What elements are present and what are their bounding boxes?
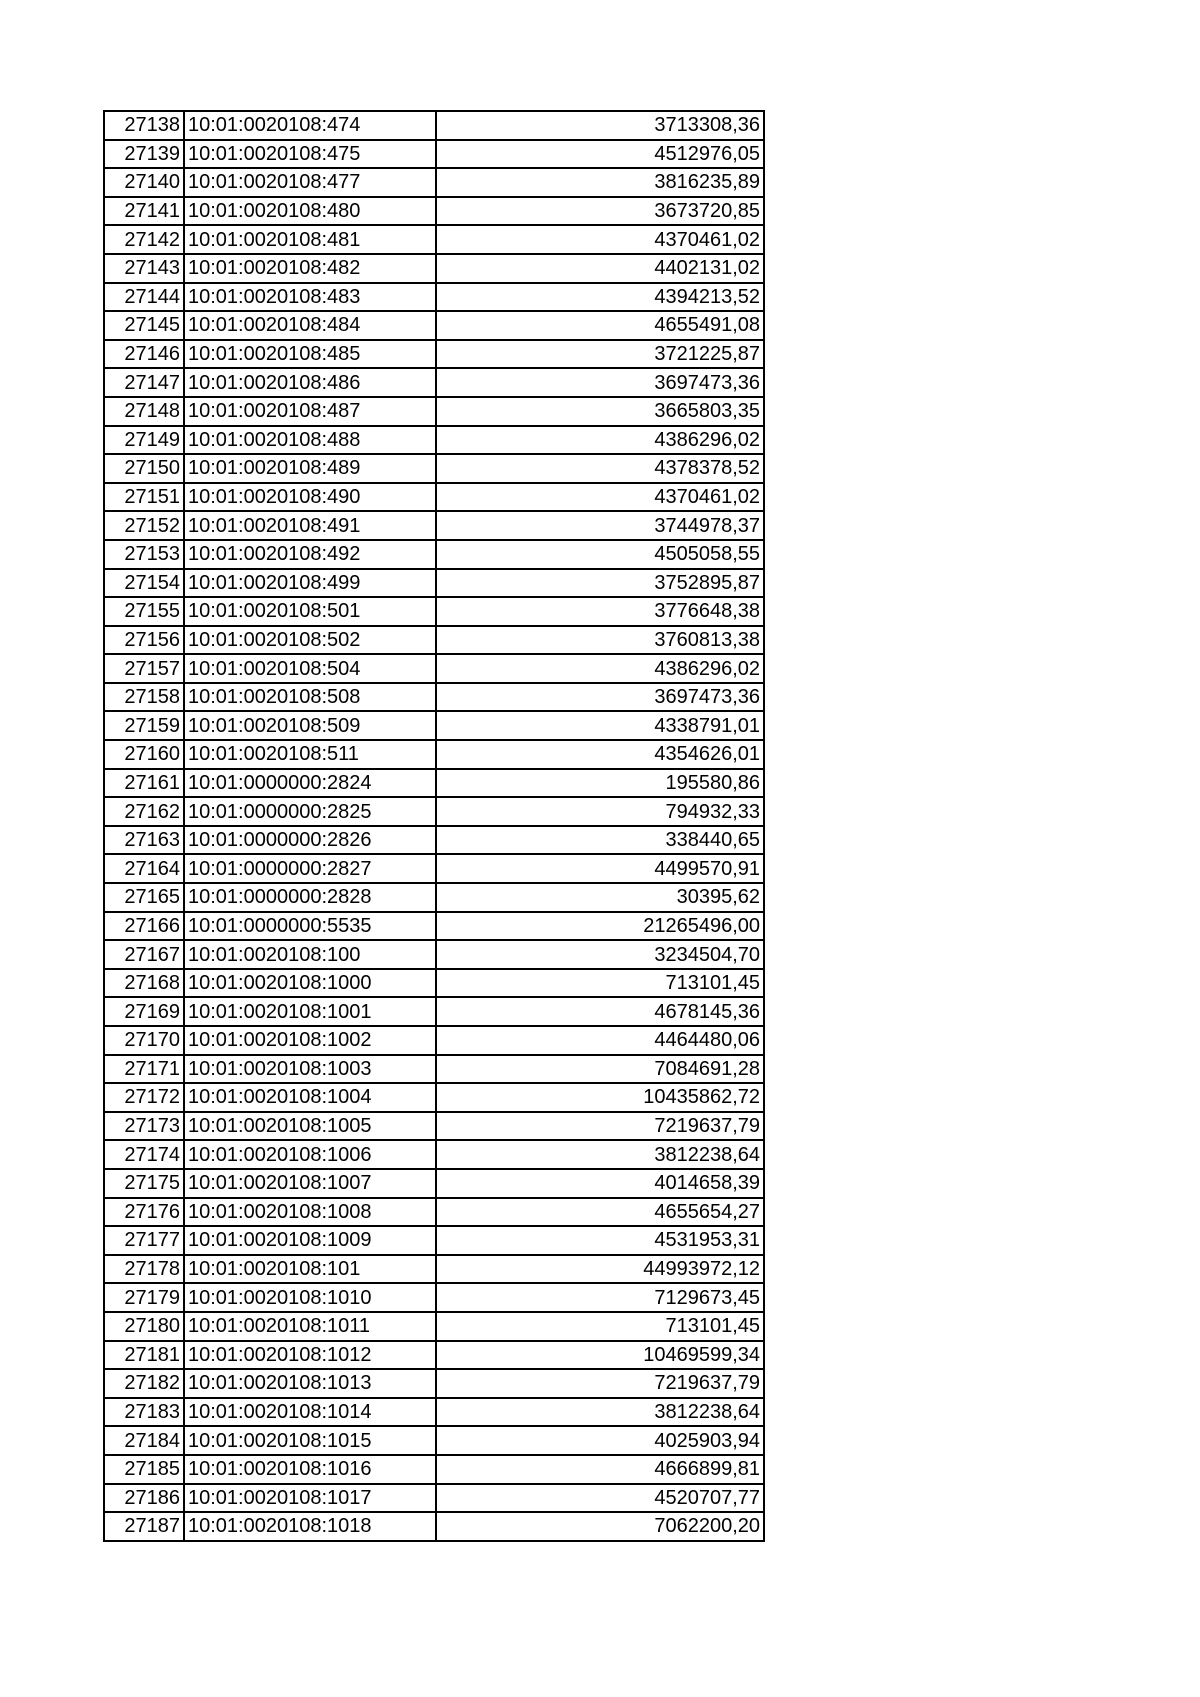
row-number-cell: 27180	[104, 1312, 184, 1341]
value-cell: 4370461,02	[436, 225, 764, 254]
table-row	[104, 1455, 764, 1484]
row-number-cell: 27139	[104, 140, 184, 169]
value-cell: 4386296,02	[436, 426, 764, 455]
row-number-cell: 27143	[104, 254, 184, 283]
table-row	[104, 1341, 764, 1370]
cadastral-number-cell: 10:01:0020108:482	[184, 254, 436, 283]
row-number-cell: 27146	[104, 340, 184, 369]
cadastral-number-cell: 10:01:0020108:483	[184, 283, 436, 312]
data-table	[103, 110, 765, 1542]
table-row	[104, 854, 764, 883]
table-row	[104, 283, 764, 312]
cadastral-number-cell: 10:01:0020108:509	[184, 711, 436, 740]
row-number-cell: 27153	[104, 540, 184, 569]
row-number-cell: 27178	[104, 1255, 184, 1284]
row-number-cell: 27182	[104, 1369, 184, 1398]
cadastral-number-cell: 10:01:0020108:475	[184, 140, 436, 169]
value-cell: 4531953,31	[436, 1226, 764, 1255]
cadastral-number-cell: 10:01:0020108:1011	[184, 1312, 436, 1341]
cadastral-number-cell: 10:01:0020108:488	[184, 426, 436, 455]
cadastral-number-cell: 10:01:0020108:1018	[184, 1512, 436, 1541]
table-row	[104, 1055, 764, 1084]
cadastral-number-cell: 10:01:0020108:485	[184, 340, 436, 369]
value-cell: 195580,86	[436, 769, 764, 798]
row-number-cell: 27162	[104, 797, 184, 826]
row-number-cell: 27185	[104, 1455, 184, 1484]
row-number-cell: 27170	[104, 1026, 184, 1055]
cadastral-number-cell: 10:01:0020108:1003	[184, 1055, 436, 1084]
value-cell: 4505058,55	[436, 540, 764, 569]
value-cell: 713101,45	[436, 969, 764, 998]
cadastral-number-cell: 10:01:0020108:486	[184, 368, 436, 397]
row-number-cell: 27165	[104, 883, 184, 912]
row-number-cell: 27150	[104, 454, 184, 483]
value-cell: 4025903,94	[436, 1426, 764, 1455]
cadastral-number-cell: 10:01:0020108:487	[184, 397, 436, 426]
cadastral-number-cell: 10:01:0020108:1013	[184, 1369, 436, 1398]
value-cell: 7219637,79	[436, 1112, 764, 1141]
value-cell: 3812238,64	[436, 1398, 764, 1427]
row-number-cell: 27179	[104, 1283, 184, 1312]
value-cell: 3697473,36	[436, 368, 764, 397]
table-row	[104, 254, 764, 283]
row-number-cell: 27164	[104, 854, 184, 883]
row-number-cell: 27138	[104, 111, 184, 140]
row-number-cell: 27149	[104, 426, 184, 455]
table-row	[104, 597, 764, 626]
value-cell: 10469599,34	[436, 1341, 764, 1370]
table-row	[104, 197, 764, 226]
cadastral-number-cell: 10:01:0020108:1014	[184, 1398, 436, 1427]
row-number-cell: 27169	[104, 997, 184, 1026]
row-number-cell: 27140	[104, 168, 184, 197]
row-number-cell: 27172	[104, 1083, 184, 1112]
table-row	[104, 311, 764, 340]
row-number-cell: 27157	[104, 654, 184, 683]
cadastral-number-cell: 10:01:0020108:501	[184, 597, 436, 626]
row-number-cell: 27167	[104, 940, 184, 969]
row-number-cell: 27174	[104, 1140, 184, 1169]
cadastral-number-cell: 10:01:0020108:1016	[184, 1455, 436, 1484]
table-row	[104, 1255, 764, 1284]
value-cell: 3665803,35	[436, 397, 764, 426]
table-row	[104, 1026, 764, 1055]
row-number-cell: 27158	[104, 683, 184, 712]
row-number-cell: 27154	[104, 569, 184, 598]
cadastral-number-cell: 10:01:0020108:1008	[184, 1198, 436, 1227]
row-number-cell: 27151	[104, 483, 184, 512]
table-row	[104, 912, 764, 941]
table-row	[104, 1369, 764, 1398]
row-number-cell: 27186	[104, 1484, 184, 1513]
value-cell: 3713308,36	[436, 111, 764, 140]
value-cell: 338440,65	[436, 826, 764, 855]
value-cell: 3752895,87	[436, 569, 764, 598]
cadastral-number-cell: 10:01:0000000:2828	[184, 883, 436, 912]
row-number-cell: 27184	[104, 1426, 184, 1455]
value-cell: 3721225,87	[436, 340, 764, 369]
row-number-cell: 27142	[104, 225, 184, 254]
value-cell: 21265496,00	[436, 912, 764, 941]
row-number-cell: 27145	[104, 311, 184, 340]
table-row	[104, 454, 764, 483]
cadastral-number-cell: 10:01:0020108:480	[184, 197, 436, 226]
cadastral-number-cell: 10:01:0020108:477	[184, 168, 436, 197]
value-cell: 4338791,01	[436, 711, 764, 740]
table-row	[104, 1426, 764, 1455]
table-row	[104, 654, 764, 683]
table-row	[104, 1198, 764, 1227]
table-row	[104, 1140, 764, 1169]
table-row	[104, 969, 764, 998]
value-cell: 4386296,02	[436, 654, 764, 683]
cadastral-number-cell: 10:01:0020108:1009	[184, 1226, 436, 1255]
value-cell: 10435862,72	[436, 1083, 764, 1112]
cadastral-number-cell: 10:01:0020108:1007	[184, 1169, 436, 1198]
table-row	[104, 940, 764, 969]
value-cell: 7084691,28	[436, 1055, 764, 1084]
table-row	[104, 1484, 764, 1513]
cadastral-number-cell: 10:01:0020108:502	[184, 626, 436, 655]
value-cell: 4464480,06	[436, 1026, 764, 1055]
cadastral-number-cell: 10:01:0020108:1017	[184, 1484, 436, 1513]
value-cell: 3234504,70	[436, 940, 764, 969]
table-row	[104, 1226, 764, 1255]
table-row	[104, 1283, 764, 1312]
row-number-cell: 27187	[104, 1512, 184, 1541]
value-cell: 794932,33	[436, 797, 764, 826]
row-number-cell: 27176	[104, 1198, 184, 1227]
value-cell: 30395,62	[436, 883, 764, 912]
table-row	[104, 511, 764, 540]
row-number-cell: 27161	[104, 769, 184, 798]
table-row	[104, 1312, 764, 1341]
table-row	[104, 569, 764, 598]
table-row	[104, 769, 764, 798]
cadastral-number-cell: 10:01:0020108:1002	[184, 1026, 436, 1055]
value-cell: 7129673,45	[436, 1283, 764, 1312]
row-number-cell: 27156	[104, 626, 184, 655]
cadastral-number-cell: 10:01:0020108:511	[184, 740, 436, 769]
table-row	[104, 683, 764, 712]
cadastral-number-cell: 10:01:0000000:2826	[184, 826, 436, 855]
value-cell: 7062200,20	[436, 1512, 764, 1541]
value-cell: 4402131,02	[436, 254, 764, 283]
cadastral-number-cell: 10:01:0020108:492	[184, 540, 436, 569]
cadastral-number-cell: 10:01:0000000:2824	[184, 769, 436, 798]
row-number-cell: 27148	[104, 397, 184, 426]
cadastral-number-cell: 10:01:0020108:1012	[184, 1341, 436, 1370]
value-cell: 4512976,05	[436, 140, 764, 169]
table-row	[104, 711, 764, 740]
value-cell: 3776648,38	[436, 597, 764, 626]
value-cell: 3816235,89	[436, 168, 764, 197]
cadastral-number-cell: 10:01:0020108:1006	[184, 1140, 436, 1169]
cadastral-number-cell: 10:01:0020108:1010	[184, 1283, 436, 1312]
cadastral-number-cell: 10:01:0020108:1005	[184, 1112, 436, 1141]
row-number-cell: 27175	[104, 1169, 184, 1198]
row-number-cell: 27166	[104, 912, 184, 941]
row-number-cell: 27141	[104, 197, 184, 226]
value-cell: 3812238,64	[436, 1140, 764, 1169]
table-row	[104, 626, 764, 655]
value-cell: 4655654,27	[436, 1198, 764, 1227]
cadastral-number-cell: 10:01:0020108:1000	[184, 969, 436, 998]
table-row	[104, 426, 764, 455]
cadastral-number-cell: 10:01:0020108:489	[184, 454, 436, 483]
value-cell: 3744978,37	[436, 511, 764, 540]
table-row	[104, 140, 764, 169]
row-number-cell: 27183	[104, 1398, 184, 1427]
cadastral-number-cell: 10:01:0000000:2825	[184, 797, 436, 826]
table-row	[104, 883, 764, 912]
row-number-cell: 27152	[104, 511, 184, 540]
cadastral-number-cell: 10:01:0020108:474	[184, 111, 436, 140]
row-number-cell: 27155	[104, 597, 184, 626]
cadastral-number-cell: 10:01:0000000:5535	[184, 912, 436, 941]
row-number-cell: 27173	[104, 1112, 184, 1141]
cadastral-number-cell: 10:01:0020108:504	[184, 654, 436, 683]
value-cell: 4655491,08	[436, 311, 764, 340]
cadastral-number-cell: 10:01:0020108:484	[184, 311, 436, 340]
row-number-cell: 27160	[104, 740, 184, 769]
value-cell: 4354626,01	[436, 740, 764, 769]
value-cell: 4378378,52	[436, 454, 764, 483]
table-row	[104, 1512, 764, 1541]
value-cell: 4370461,02	[436, 483, 764, 512]
table-row	[104, 225, 764, 254]
row-number-cell: 27159	[104, 711, 184, 740]
cadastral-number-cell: 10:01:0000000:2827	[184, 854, 436, 883]
value-cell: 3697473,36	[436, 683, 764, 712]
table-body	[104, 111, 764, 1541]
cadastral-number-cell: 10:01:0020108:1004	[184, 1083, 436, 1112]
table-row	[104, 1169, 764, 1198]
table-row	[104, 540, 764, 569]
cadastral-number-cell: 10:01:0020108:508	[184, 683, 436, 712]
table-row	[104, 340, 764, 369]
row-number-cell: 27147	[104, 368, 184, 397]
value-cell: 4499570,91	[436, 854, 764, 883]
value-cell: 4666899,81	[436, 1455, 764, 1484]
value-cell: 713101,45	[436, 1312, 764, 1341]
cadastral-number-cell: 10:01:0020108:1001	[184, 997, 436, 1026]
value-cell: 3673720,85	[436, 197, 764, 226]
table-row	[104, 1083, 764, 1112]
cadastral-number-cell: 10:01:0020108:499	[184, 569, 436, 598]
value-cell: 7219637,79	[436, 1369, 764, 1398]
table-row	[104, 997, 764, 1026]
value-cell: 3760813,38	[436, 626, 764, 655]
table-row	[104, 740, 764, 769]
table-row	[104, 1398, 764, 1427]
table-row	[104, 483, 764, 512]
table-row	[104, 1112, 764, 1141]
table-row	[104, 368, 764, 397]
cadastral-number-cell: 10:01:0020108:100	[184, 940, 436, 969]
cadastral-number-cell: 10:01:0020108:491	[184, 511, 436, 540]
row-number-cell: 27144	[104, 283, 184, 312]
row-number-cell: 27181	[104, 1341, 184, 1370]
cadastral-number-cell: 10:01:0020108:490	[184, 483, 436, 512]
cadastral-number-cell: 10:01:0020108:1015	[184, 1426, 436, 1455]
table-row	[104, 111, 764, 140]
value-cell: 44993972,12	[436, 1255, 764, 1284]
row-number-cell: 27171	[104, 1055, 184, 1084]
table-row	[104, 168, 764, 197]
row-number-cell: 27168	[104, 969, 184, 998]
cadastral-number-cell: 10:01:0020108:481	[184, 225, 436, 254]
row-number-cell: 27163	[104, 826, 184, 855]
table-row	[104, 826, 764, 855]
row-number-cell: 27177	[104, 1226, 184, 1255]
table-row	[104, 797, 764, 826]
value-cell: 4520707,77	[436, 1484, 764, 1513]
value-cell: 4678145,36	[436, 997, 764, 1026]
value-cell: 4014658,39	[436, 1169, 764, 1198]
value-cell: 4394213,52	[436, 283, 764, 312]
table-row	[104, 397, 764, 426]
cadastral-number-cell: 10:01:0020108:101	[184, 1255, 436, 1284]
